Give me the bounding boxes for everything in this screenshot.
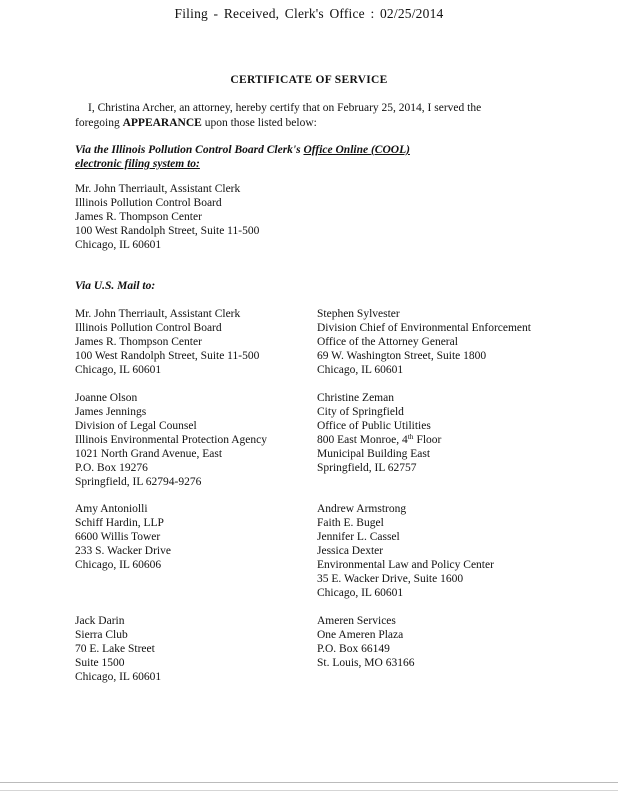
mail-heading-text: Via U.S. Mail to: — [75, 280, 156, 292]
address-line: Chicago, IL 60601 — [75, 239, 162, 251]
filing-stamp-header: Filing - Received, Clerk's Office : 02/25/2014 — [174, 6, 444, 21]
address-line: Chicago, IL 60601 — [317, 587, 404, 599]
floor-street: 800 East Monroe, 4 — [317, 434, 408, 446]
address-line: Faith E. Bugel — [317, 517, 384, 529]
address-line-floor — [317, 433, 441, 447]
address-line: Environmental Law and Policy Center — [317, 559, 494, 571]
intro-line-2-end: upon those listed below: — [201, 117, 317, 129]
address-line: City of Springfield — [317, 406, 404, 418]
document-title: CERTIFICATE OF SERVICE — [230, 74, 388, 86]
address-line: P.O. Box 66149 — [317, 643, 390, 655]
address-line: Chicago, IL 60601 — [317, 364, 404, 376]
address-line: Joanne Olson — [75, 392, 138, 404]
address-therriault-mail — [75, 307, 259, 377]
address-line: 69 W. Washington Street, Suite 1800 — [317, 350, 487, 362]
document-name-bold: APPEARANCE — [122, 117, 202, 129]
intro-paragraph — [75, 101, 555, 131]
address-line: Jack Darin — [75, 615, 125, 627]
cool-heading-line-2: electronic filing system to: — [75, 158, 200, 170]
address-line: 6600 Willis Tower — [75, 531, 161, 543]
address-line: Municipal Building East — [317, 448, 431, 460]
address-line: Office of the Attorney General — [317, 336, 458, 348]
page-bottom-divider — [0, 782, 618, 783]
address-line: Illinois Pollution Control Board — [75, 322, 222, 334]
cool-heading-plain: Via the Illinois Pollution Control Board Clerk's — [75, 144, 304, 156]
floor-ordinal-suffix: th — [407, 432, 414, 441]
address-line: Mr. John Therriault, Assistant Clerk — [75, 308, 241, 320]
address-line: 233 S. Wacker Drive — [75, 545, 171, 557]
address-line: Mr. John Therriault, Assistant Clerk — [75, 183, 241, 195]
address-line: One Ameren Plaza — [317, 629, 404, 641]
address-line: Schiff Hardin, LLP — [75, 517, 164, 529]
page-bottom-divider-faint — [0, 790, 618, 791]
address-line: Illinois Environmental Protection Agency — [75, 434, 267, 446]
address-line: Andrew Armstrong — [317, 503, 407, 515]
address-line: Sierra Club — [75, 629, 128, 641]
address-line: James R. Thompson Center — [75, 211, 202, 223]
intro-line-2 — [75, 116, 555, 131]
address-line: P.O. Box 19276 — [75, 462, 148, 474]
cool-heading-line-1 — [75, 143, 410, 157]
address-line: Springfield, IL 62757 — [317, 462, 417, 474]
cool-recipient-address — [75, 182, 259, 252]
address-line: James R. Thompson Center — [75, 336, 202, 348]
address-line: 35 E. Wacker Drive, Suite 1600 — [317, 573, 464, 585]
address-line: Office of Public Utilities — [317, 420, 431, 432]
address-line: 100 West Randolph Street, Suite 11-500 — [75, 225, 260, 237]
address-line: Division of Legal Counsel — [75, 420, 197, 432]
address-line: 1021 North Grand Avenue, East — [75, 448, 223, 460]
intro-line-2-start: foregoing — [75, 117, 123, 129]
address-zeman — [317, 391, 441, 475]
address-line: Chicago, IL 60601 — [75, 364, 162, 376]
address-armstrong-group — [317, 502, 494, 600]
address-line: Division Chief of Environmental Enforcement — [317, 322, 531, 334]
address-antoniolli — [75, 502, 171, 572]
address-sylvester — [317, 307, 531, 377]
address-line: Amy Antoniolli — [75, 503, 148, 515]
address-line: Illinois Pollution Control Board — [75, 197, 222, 209]
floor-word: Floor — [413, 434, 442, 446]
address-line: Jessica Dexter — [317, 545, 384, 557]
mail-service-heading — [75, 279, 155, 293]
address-line: Jennifer L. Cassel — [317, 531, 400, 543]
address-line: Chicago, IL 60606 — [75, 559, 162, 571]
address-line: Christine Zeman — [317, 392, 394, 404]
address-line: James Jennings — [75, 406, 147, 418]
cool-heading-underlined: Office Online (COOL) — [303, 144, 410, 156]
address-darin — [75, 614, 161, 684]
address-line: 70 E. Lake Street — [75, 643, 155, 655]
address-line: St. Louis, MO 63166 — [317, 657, 415, 669]
address-ameren — [317, 614, 414, 670]
address-line: Springfield, IL 62794-9276 — [75, 476, 202, 488]
address-line: Stephen Sylvester — [317, 308, 400, 320]
intro-line-1: I, Christina Archer, an attorney, hereby certify that on February 25, 2014, I served the — [88, 102, 482, 114]
address-line: Chicago, IL 60601 — [75, 671, 162, 683]
address-olson-jennings — [75, 391, 267, 489]
address-line: 100 West Randolph Street, Suite 11-500 — [75, 350, 260, 362]
address-line: Suite 1500 — [75, 657, 125, 669]
address-line: Ameren Services — [317, 615, 396, 627]
cool-service-heading — [75, 143, 410, 171]
